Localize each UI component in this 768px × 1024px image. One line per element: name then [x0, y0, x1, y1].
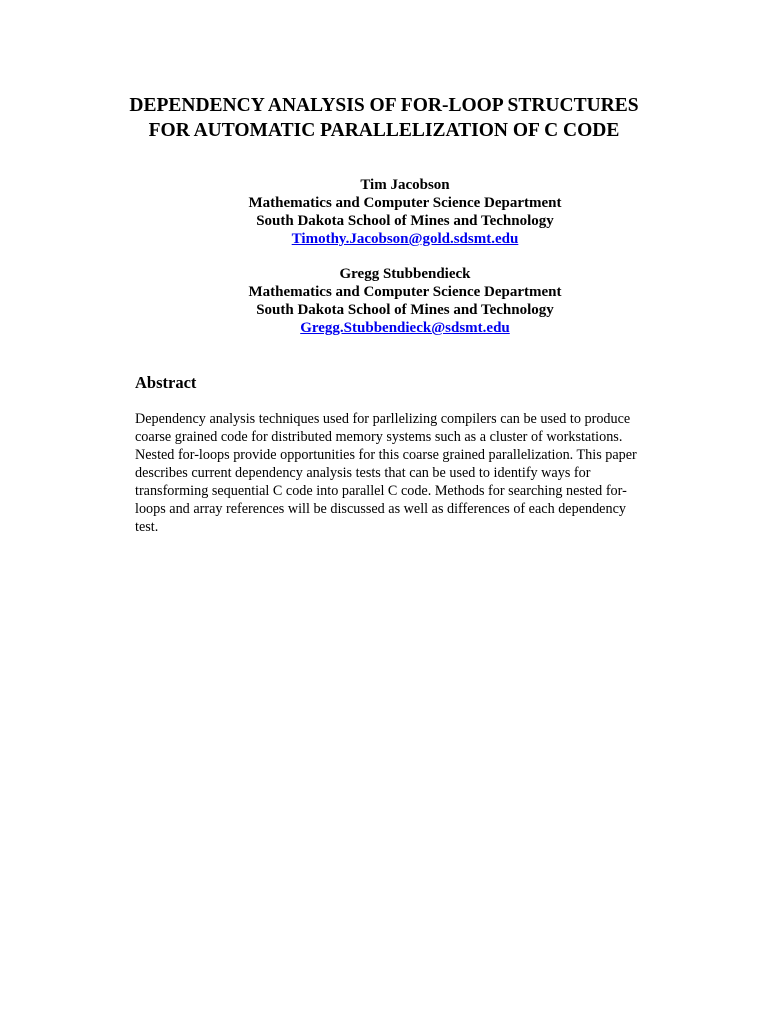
paper-title [0, 93, 768, 143]
author-block-2 [0, 265, 768, 337]
author-block-1 [0, 176, 768, 248]
author-institution: South Dakota School of Mines and Technology [256, 213, 554, 229]
author-institution: South Dakota School of Mines and Technology [256, 302, 554, 318]
author-department: Mathematics and Computer Science Department [248, 284, 562, 300]
author-department: Mathematics and Computer Science Department [248, 195, 562, 211]
title-line-2: FOR AUTOMATIC PARALLELIZATION OF C CODE [148, 120, 620, 141]
abstract-line: Nested for-loops provide opportunities for this coarse grained parallelization. This paper [135, 447, 637, 463]
abstract-line: loops and array references will be discussed as well as differences of each dependency [135, 501, 626, 517]
abstract-line: Dependency analysis techniques used for parllelizing compilers can be used to produce [135, 411, 631, 427]
author-name: Gregg Stubbendieck [339, 266, 471, 282]
author-email-link[interactable]: Timothy.Jacobson@gold.sdsmt.edu [291, 231, 519, 247]
abstract-line: coarse grained code for distributed memory systems such as a cluster of workstations. [135, 429, 623, 445]
abstract-line: transforming sequential C code into parallel C code. Methods for searching nested for- [135, 483, 627, 499]
author-email-link[interactable]: Gregg.Stubbendieck@sdsmt.edu [300, 320, 510, 336]
abstract-heading: Abstract [135, 373, 197, 392]
abstract-body [135, 410, 695, 536]
title-line-1: DEPENDENCY ANALYSIS OF FOR-LOOP STRUCTURES [129, 95, 639, 116]
abstract-line: test. [135, 519, 159, 535]
abstract-line: describes current dependency analysis tests that can be used to identify ways for [135, 465, 591, 481]
author-name: Tim Jacobson [360, 177, 450, 193]
